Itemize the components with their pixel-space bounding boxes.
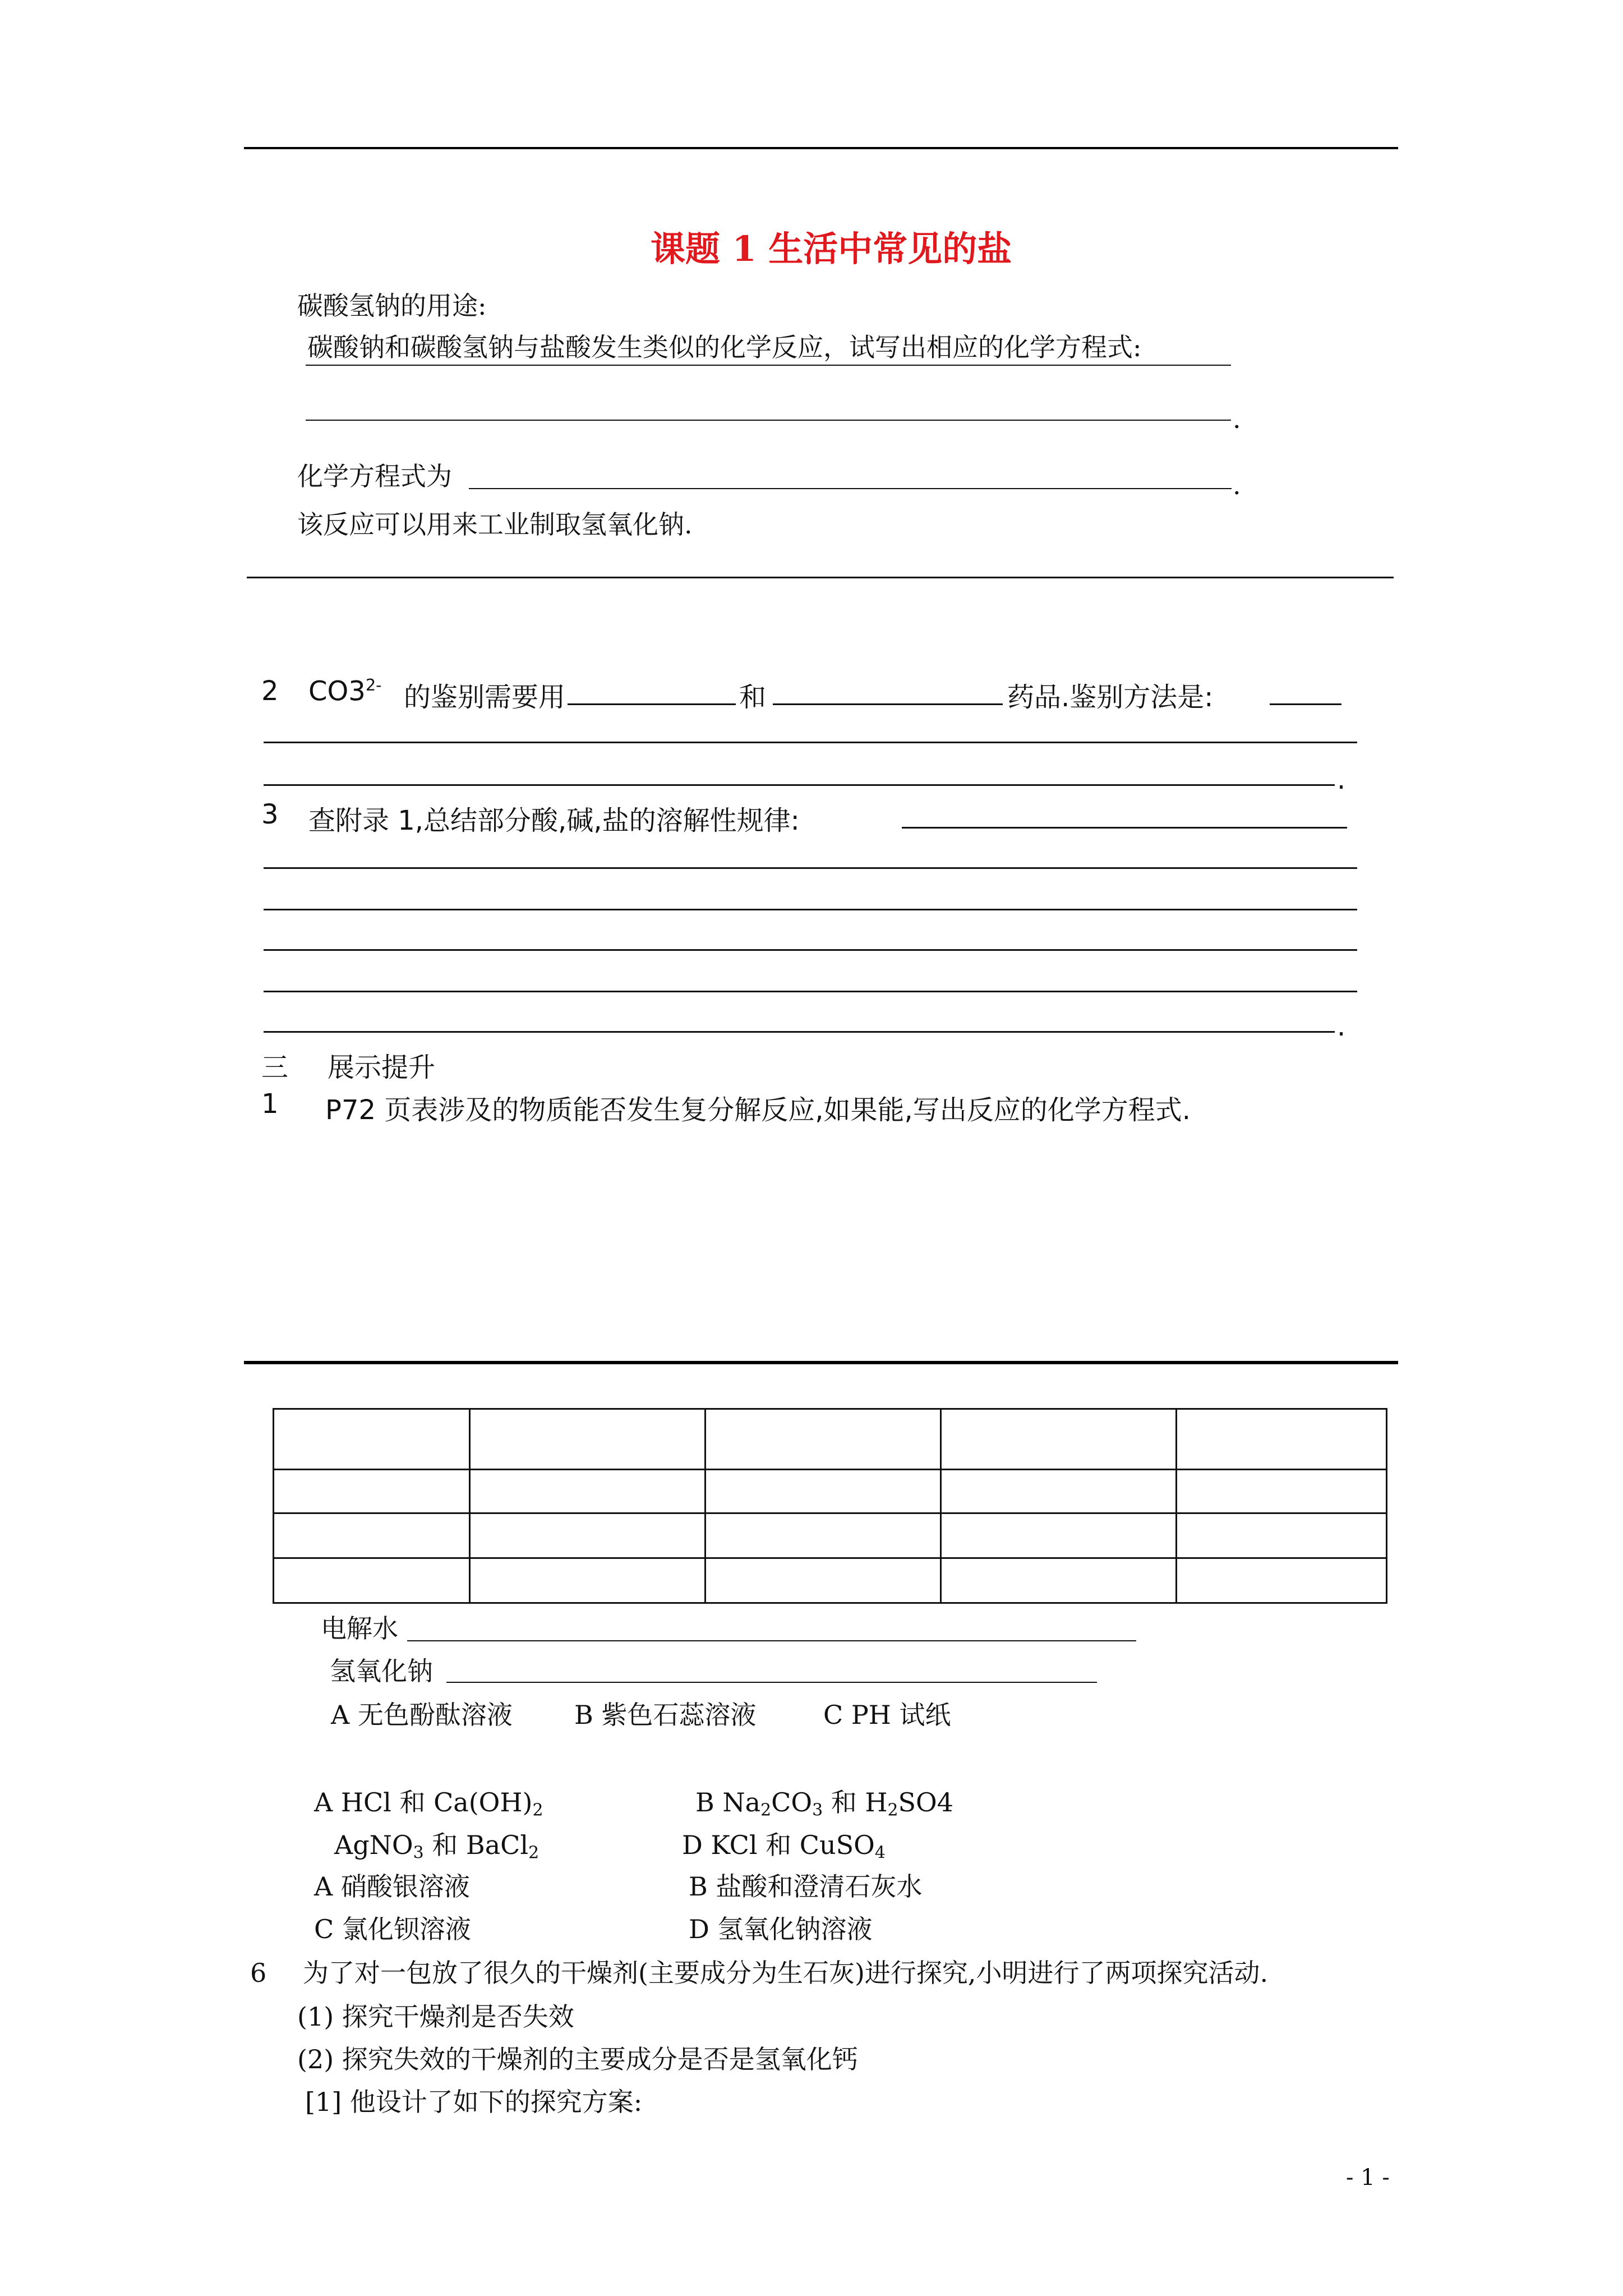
table-cell — [274, 1513, 470, 1558]
q3-blank — [902, 827, 1347, 829]
table-row — [274, 1409, 1387, 1470]
table-cell — [940, 1470, 1176, 1513]
table-cell — [470, 1558, 706, 1603]
q3-line-3 — [264, 949, 1357, 951]
pair-b-subscript-1: 2 — [760, 1800, 772, 1820]
q2-blank-3 — [1270, 703, 1341, 705]
table-cell — [470, 1409, 706, 1470]
table-cell — [274, 1558, 470, 1603]
q6-part-3: [1] 他设计了如下的探究方案: — [305, 2087, 643, 2117]
naoh-label: 氢氧化钠 — [330, 1656, 433, 1686]
table-row — [274, 1470, 1387, 1513]
bicarbonate-use-text: 碳酸氢钠的用途: — [297, 291, 487, 321]
q2-text-2: 和 — [739, 682, 767, 713]
electrolysis-label: 电解水 — [321, 1613, 398, 1644]
q2-period: . — [1337, 764, 1346, 795]
section3-q1-text: P72 页表涉及的物质能否发生复分解反应,如果能,写出反应的化学方程式. — [325, 1094, 1191, 1126]
header-rule — [244, 147, 1398, 149]
q6-text: 为了对一包放了很久的干燥剂(主要成分为生石灰)进行探究,小明进行了两项探究活动. — [303, 1958, 1269, 1988]
table-cell — [706, 1470, 941, 1513]
table-cell — [1176, 1470, 1386, 1513]
q3-line-2 — [264, 909, 1357, 910]
pair-d-text: D KCl 和 CuSO — [682, 1830, 875, 1860]
pair-b-text-1: B Na — [695, 1787, 761, 1818]
equation-period: . — [1233, 470, 1241, 500]
q3-text: 查附录 1,总结部分酸,碱,盐的溶解性规律: — [308, 805, 800, 836]
q2-answer-line-2 — [264, 784, 1335, 786]
option-litmus: B 紫色石蕊溶液 — [574, 1700, 757, 1730]
pair-b-text-3: 和 H — [823, 1787, 888, 1818]
section3-heading: 展示提升 — [328, 1052, 436, 1083]
table-row — [274, 1558, 1387, 1603]
pair-b-subscript-2: 3 — [812, 1800, 823, 1820]
q3-number: 3 — [261, 799, 279, 830]
q6-number: 6 — [250, 1958, 267, 1988]
q3-period: . — [1337, 1011, 1346, 1042]
table-cell — [1176, 1558, 1386, 1603]
table-cell — [470, 1470, 706, 1513]
equation-label: 化学方程式为 — [297, 461, 452, 491]
choice-d: D 氢氧化钠溶液 — [689, 1914, 873, 1944]
table-cell — [274, 1470, 470, 1513]
q2-text-1: 的鉴别需要用 — [404, 682, 566, 713]
q2-blank-2 — [773, 703, 1003, 705]
q3-line-1 — [264, 867, 1357, 869]
page-title: 课题 1 生活中常见的盐 — [651, 228, 1012, 269]
pair-a — [314, 1789, 543, 1819]
choice-c: C 氯化钡溶液 — [314, 1914, 471, 1944]
table-cell — [940, 1558, 1176, 1603]
carbonate-ion-formula: CO3 — [308, 675, 366, 707]
pair-a-subscript: 2 — [532, 1800, 543, 1820]
pair-d — [682, 1832, 886, 1861]
q2-answer-line-1 — [264, 742, 1357, 743]
q6-part-2: (2) 探究失效的干燥剂的主要成分是否是氢氧化钙 — [297, 2044, 858, 2074]
pair-c — [334, 1832, 539, 1861]
carbonate-ion-charge: 2- — [365, 675, 382, 694]
table-cell — [706, 1558, 941, 1603]
pair-b-subscript-3: 2 — [887, 1800, 898, 1820]
table-cell — [940, 1513, 1176, 1558]
page-number: - 1 - — [1346, 2165, 1390, 2191]
answer-line-2-period: . — [1233, 404, 1241, 434]
electrolysis-line — [407, 1640, 1136, 1641]
choice-b: B 盐酸和澄清石灰水 — [689, 1871, 923, 1902]
equation-line — [469, 488, 1232, 489]
pair-c-text-1: AgNO — [334, 1830, 413, 1860]
table-cell — [1176, 1409, 1386, 1470]
q2-number: 2 — [261, 675, 279, 707]
pair-c-subscript-1: 3 — [413, 1843, 424, 1863]
pair-c-text-2: 和 BaCl — [423, 1830, 529, 1860]
table-cell — [470, 1513, 706, 1558]
table-cell — [706, 1409, 941, 1470]
reaction-table — [273, 1408, 1387, 1604]
table-top-rule — [244, 1361, 1398, 1364]
carbonate-ion — [308, 675, 382, 707]
pair-b — [695, 1789, 953, 1819]
table-cell — [706, 1513, 941, 1558]
answer-line-2 — [306, 420, 1231, 421]
naoh-line — [446, 1682, 1097, 1683]
carbonate-reaction-text: 碳酸钠和碳酸氢钠与盐酸发生类似的化学反应，试写出相应的化学方程式: — [307, 332, 1142, 362]
option-phenolphthalein: A 无色酚酞溶液 — [331, 1700, 513, 1730]
table-cell — [274, 1409, 470, 1470]
section3-number: 三 — [261, 1052, 289, 1083]
q3-line-5 — [264, 1031, 1335, 1033]
section3-q1-number: 1 — [261, 1088, 279, 1120]
table-cell — [940, 1409, 1176, 1470]
pair-b-text-4: SO4 — [898, 1787, 953, 1818]
q2-text-3: 药品.鉴别方法是: — [1007, 682, 1214, 713]
choice-a: A 硝酸银溶液 — [314, 1871, 470, 1902]
table-cell — [1176, 1513, 1386, 1558]
industrial-use-text: 该反应可以用来工业制取氢氧化钠. — [297, 509, 693, 540]
pair-b-text-2: CO — [771, 1787, 813, 1818]
q2-blank-1 — [568, 703, 736, 705]
q3-line-4 — [264, 991, 1357, 992]
section-rule — [247, 577, 1394, 578]
pair-a-text: A HCl 和 Ca(OH) — [314, 1787, 533, 1818]
answer-line-1 — [306, 365, 1231, 366]
q6-part-1: (1) 探究干燥剂是否失效 — [297, 2001, 574, 2032]
table-row — [274, 1513, 1387, 1558]
option-ph-paper: C PH 试纸 — [823, 1700, 951, 1730]
pair-d-subscript: 4 — [874, 1843, 886, 1863]
pair-c-subscript-2: 2 — [528, 1843, 540, 1863]
